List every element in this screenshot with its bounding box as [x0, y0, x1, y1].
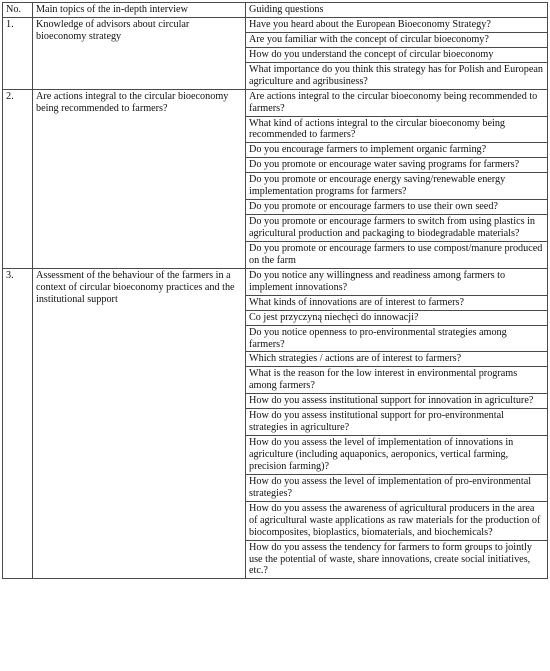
table-row [3, 89, 548, 116]
guiding-question: Do you notice any willingness and readiness among farmers to implement innovations? [246, 268, 548, 295]
section-number: 1. [3, 17, 33, 89]
guiding-question: What is the reason for the low interest in environmental programs among farmers? [246, 367, 548, 394]
guiding-question: Are you familiar with the concept of circular bioeconomy? [246, 32, 548, 47]
guiding-question: Do you promote or encourage energy saving/renewable energy implementation programs for farmers? [246, 173, 548, 200]
guiding-question: Are actions integral to the circular bioeconomy being recommended to farmers? [246, 89, 548, 116]
header-no: No. [3, 3, 33, 18]
guiding-question: What kind of actions integral to the circular bioeconomy being recommended to farmers? [246, 116, 548, 143]
guiding-question: How do you assess the level of implementation of pro-environmental strategies? [246, 474, 548, 501]
guiding-question: How do you assess institutional support for innovation in agriculture? [246, 394, 548, 409]
guiding-question: Which strategies / actions are of interest to farmers? [246, 352, 548, 367]
guiding-question: Do you notice openness to pro-environmental strategies among farmers? [246, 325, 548, 352]
guiding-question: Do you promote or encourage farmers to use compost/manure produced on the farm [246, 241, 548, 268]
header-topic: Main topics of the in-depth interview [33, 3, 246, 18]
section-topic: Are actions integral to the circular bioeconomy being recommended to farmers? [33, 89, 246, 268]
interview-table [2, 2, 548, 579]
guiding-question: How do you assess the awareness of agricultural producers in the area of agricultural waste applications as raw materials for the production of biocomposites, bioplastics, biomaterials, and biochemicals? [246, 501, 548, 540]
guiding-question: What kinds of innovations are of interest to farmers? [246, 295, 548, 310]
section-number: 3. [3, 268, 33, 579]
table-body [3, 17, 548, 578]
header-questions: Guiding questions [246, 3, 548, 18]
guiding-question: Do you promote or encourage water saving programs for farmers? [246, 158, 548, 173]
table-row [3, 17, 548, 32]
guiding-question: Do you encourage farmers to implement organic farming? [246, 143, 548, 158]
table-row [3, 268, 548, 295]
guiding-question: How do you assess institutional support for pro-environmental strategies in agriculture? [246, 409, 548, 436]
guiding-question: How do you assess the tendency for farmers to form groups to jointly use the potential of waste, share innovations, create social initiatives, etc.? [246, 540, 548, 579]
section-topic: Knowledge of advisors about circular bioeconomy strategy [33, 17, 246, 89]
guiding-question: Co jest przyczyną niechęci do innowacji? [246, 310, 548, 325]
guiding-question: What importance do you think this strategy has for Polish and European agriculture and agribusiness? [246, 62, 548, 89]
guiding-question: How do you assess the level of implementation of innovations in agriculture (including aquaponics, aeroponics, vertical farming, precision farming)? [246, 436, 548, 475]
guiding-question: How do you understand the concept of circular bioeconomy [246, 47, 548, 62]
section-number: 2. [3, 89, 33, 268]
guiding-question: Do you promote or encourage farmers to use their own seed? [246, 200, 548, 215]
guiding-question: Have you heard about the European Bioeconomy Strategy? [246, 17, 548, 32]
header-row [3, 3, 548, 18]
section-topic: Assessment of the behaviour of the farmers in a context of circular bioeconomy practices and the institutional support [33, 268, 246, 579]
guiding-question: Do you promote or encourage farmers to switch from using plastics in agricultural production and packaging to biodegradable materials? [246, 215, 548, 242]
